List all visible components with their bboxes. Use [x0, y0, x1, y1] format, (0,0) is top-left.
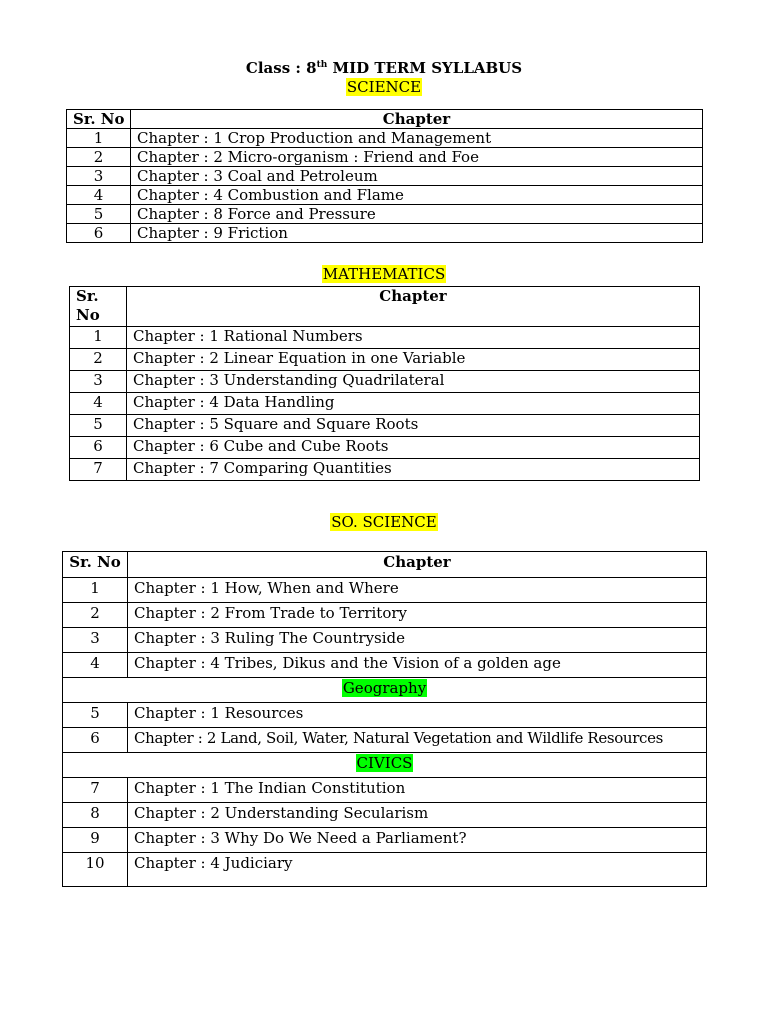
mathematics-heading: [0, 265, 768, 284]
row-chapter: Chapter : 4 Combustion and Flame: [131, 186, 703, 205]
row-chapter: Chapter : 9 Friction: [131, 224, 703, 243]
section-row-geography: [63, 678, 707, 703]
table-row: [67, 148, 703, 167]
col-header-srno: [70, 287, 127, 327]
table-row: [70, 415, 700, 437]
row-chapter: Chapter : 2 Land, Soil, Water, Natural Vegetation and Wildlife Resources: [128, 728, 707, 753]
table-row: [67, 167, 703, 186]
row-number: 1: [70, 327, 127, 349]
row-chapter: Chapter : 6 Cube and Cube Roots: [127, 437, 700, 459]
row-number: 6: [63, 728, 128, 753]
so-science-heading-text: SO. SCIENCE: [331, 513, 437, 531]
page-title: [0, 58, 768, 78]
row-chapter: Chapter : 1 How, When and Where: [128, 578, 707, 603]
row-chapter: Chapter : 8 Force and Pressure: [131, 205, 703, 224]
row-number: 3: [70, 371, 127, 393]
table-row: [63, 803, 707, 828]
col-header-srno-line1: Sr.: [76, 287, 99, 305]
row-chapter: Chapter : 3 Coal and Petroleum: [131, 167, 703, 186]
so-science-heading: [0, 513, 768, 532]
row-number: 6: [70, 437, 127, 459]
row-number: 5: [67, 205, 131, 224]
row-number: 7: [70, 459, 127, 481]
geography-heading-text: Geography: [342, 679, 427, 697]
row-chapter: Chapter : 1 The Indian Constitution: [128, 778, 707, 803]
row-number: 7: [63, 778, 128, 803]
row-chapter: Chapter : 4 Tribes, Dikus and the Vision of a golden age: [128, 653, 707, 678]
table-row: [70, 327, 700, 349]
row-number: 4: [70, 393, 127, 415]
mathematics-table: [69, 286, 700, 481]
col-header-chapter: Chapter: [128, 552, 707, 578]
section-row-civics: [63, 753, 707, 778]
row-chapter: Chapter : 1 Crop Production and Management: [131, 129, 703, 148]
row-number: 10: [63, 853, 128, 887]
mathematics-heading-text: MATHEMATICS: [322, 265, 446, 283]
so-science-table: [62, 551, 707, 887]
science-table: [66, 109, 703, 243]
row-chapter: Chapter : 1 Rational Numbers: [127, 327, 700, 349]
row-number: 1: [63, 578, 128, 603]
row-number: 2: [70, 349, 127, 371]
table-row: [63, 828, 707, 853]
section-heading-geography: [63, 678, 707, 703]
col-header-chapter: Chapter: [131, 110, 703, 129]
title-suffix: MID TERM SYLLABUS: [327, 59, 523, 77]
table-row: [63, 603, 707, 628]
col-header-srno: Sr. No: [63, 552, 128, 578]
table-row: [70, 393, 700, 415]
table-header-row: [67, 110, 703, 129]
row-number: 2: [63, 603, 128, 628]
table-row: [63, 628, 707, 653]
row-chapter: Chapter : 3 Understanding Quadrilateral: [127, 371, 700, 393]
row-chapter: Chapter : 4 Judiciary: [128, 853, 707, 887]
table-header-row: [70, 287, 700, 327]
table-row: [63, 703, 707, 728]
table-row: [67, 205, 703, 224]
row-number: 9: [63, 828, 128, 853]
row-number: 3: [63, 628, 128, 653]
row-chapter: Chapter : 2 Understanding Secularism: [128, 803, 707, 828]
table-row: [63, 778, 707, 803]
row-chapter: Chapter : 3 Why Do We Need a Parliament?: [128, 828, 707, 853]
table-row: [63, 728, 707, 753]
row-number: 5: [63, 703, 128, 728]
civics-heading-text: CIVICS: [356, 754, 413, 772]
row-chapter: Chapter : 2 Linear Equation in one Variable: [127, 349, 700, 371]
row-chapter: Chapter : 3 Ruling The Countryside: [128, 628, 707, 653]
table-row: [63, 578, 707, 603]
table-row: [63, 653, 707, 678]
row-chapter: Chapter : 7 Comparing Quantities: [127, 459, 700, 481]
row-number: 8: [63, 803, 128, 828]
row-number: 5: [70, 415, 127, 437]
row-chapter: Chapter : 2 Micro-organism : Friend and Foe: [131, 148, 703, 167]
row-number: 1: [67, 129, 131, 148]
science-heading: [0, 78, 768, 97]
section-heading-civics: [63, 753, 707, 778]
row-chapter: Chapter : 5 Square and Square Roots: [127, 415, 700, 437]
col-header-chapter: Chapter: [127, 287, 700, 327]
table-header-row: [63, 552, 707, 578]
title-superscript: th: [316, 60, 328, 70]
row-chapter: Chapter : 1 Resources: [128, 703, 707, 728]
row-number: 4: [67, 186, 131, 205]
table-row: [70, 371, 700, 393]
col-header-srno: Sr. No: [67, 110, 131, 129]
table-row: [67, 186, 703, 205]
table-row: [70, 459, 700, 481]
row-number: 2: [67, 148, 131, 167]
row-number: 4: [63, 653, 128, 678]
row-chapter: Chapter : 2 From Trade to Territory: [128, 603, 707, 628]
science-heading-text: SCIENCE: [346, 78, 422, 96]
row-number: 3: [67, 167, 131, 186]
title-prefix: Class : 8: [245, 59, 317, 77]
row-chapter: Chapter : 4 Data Handling: [127, 393, 700, 415]
table-row: [67, 224, 703, 243]
col-header-srno-line2: No: [76, 306, 100, 324]
table-row: [70, 349, 700, 371]
table-row: [70, 437, 700, 459]
table-row: [63, 853, 707, 887]
table-row: [67, 129, 703, 148]
row-number: 6: [67, 224, 131, 243]
